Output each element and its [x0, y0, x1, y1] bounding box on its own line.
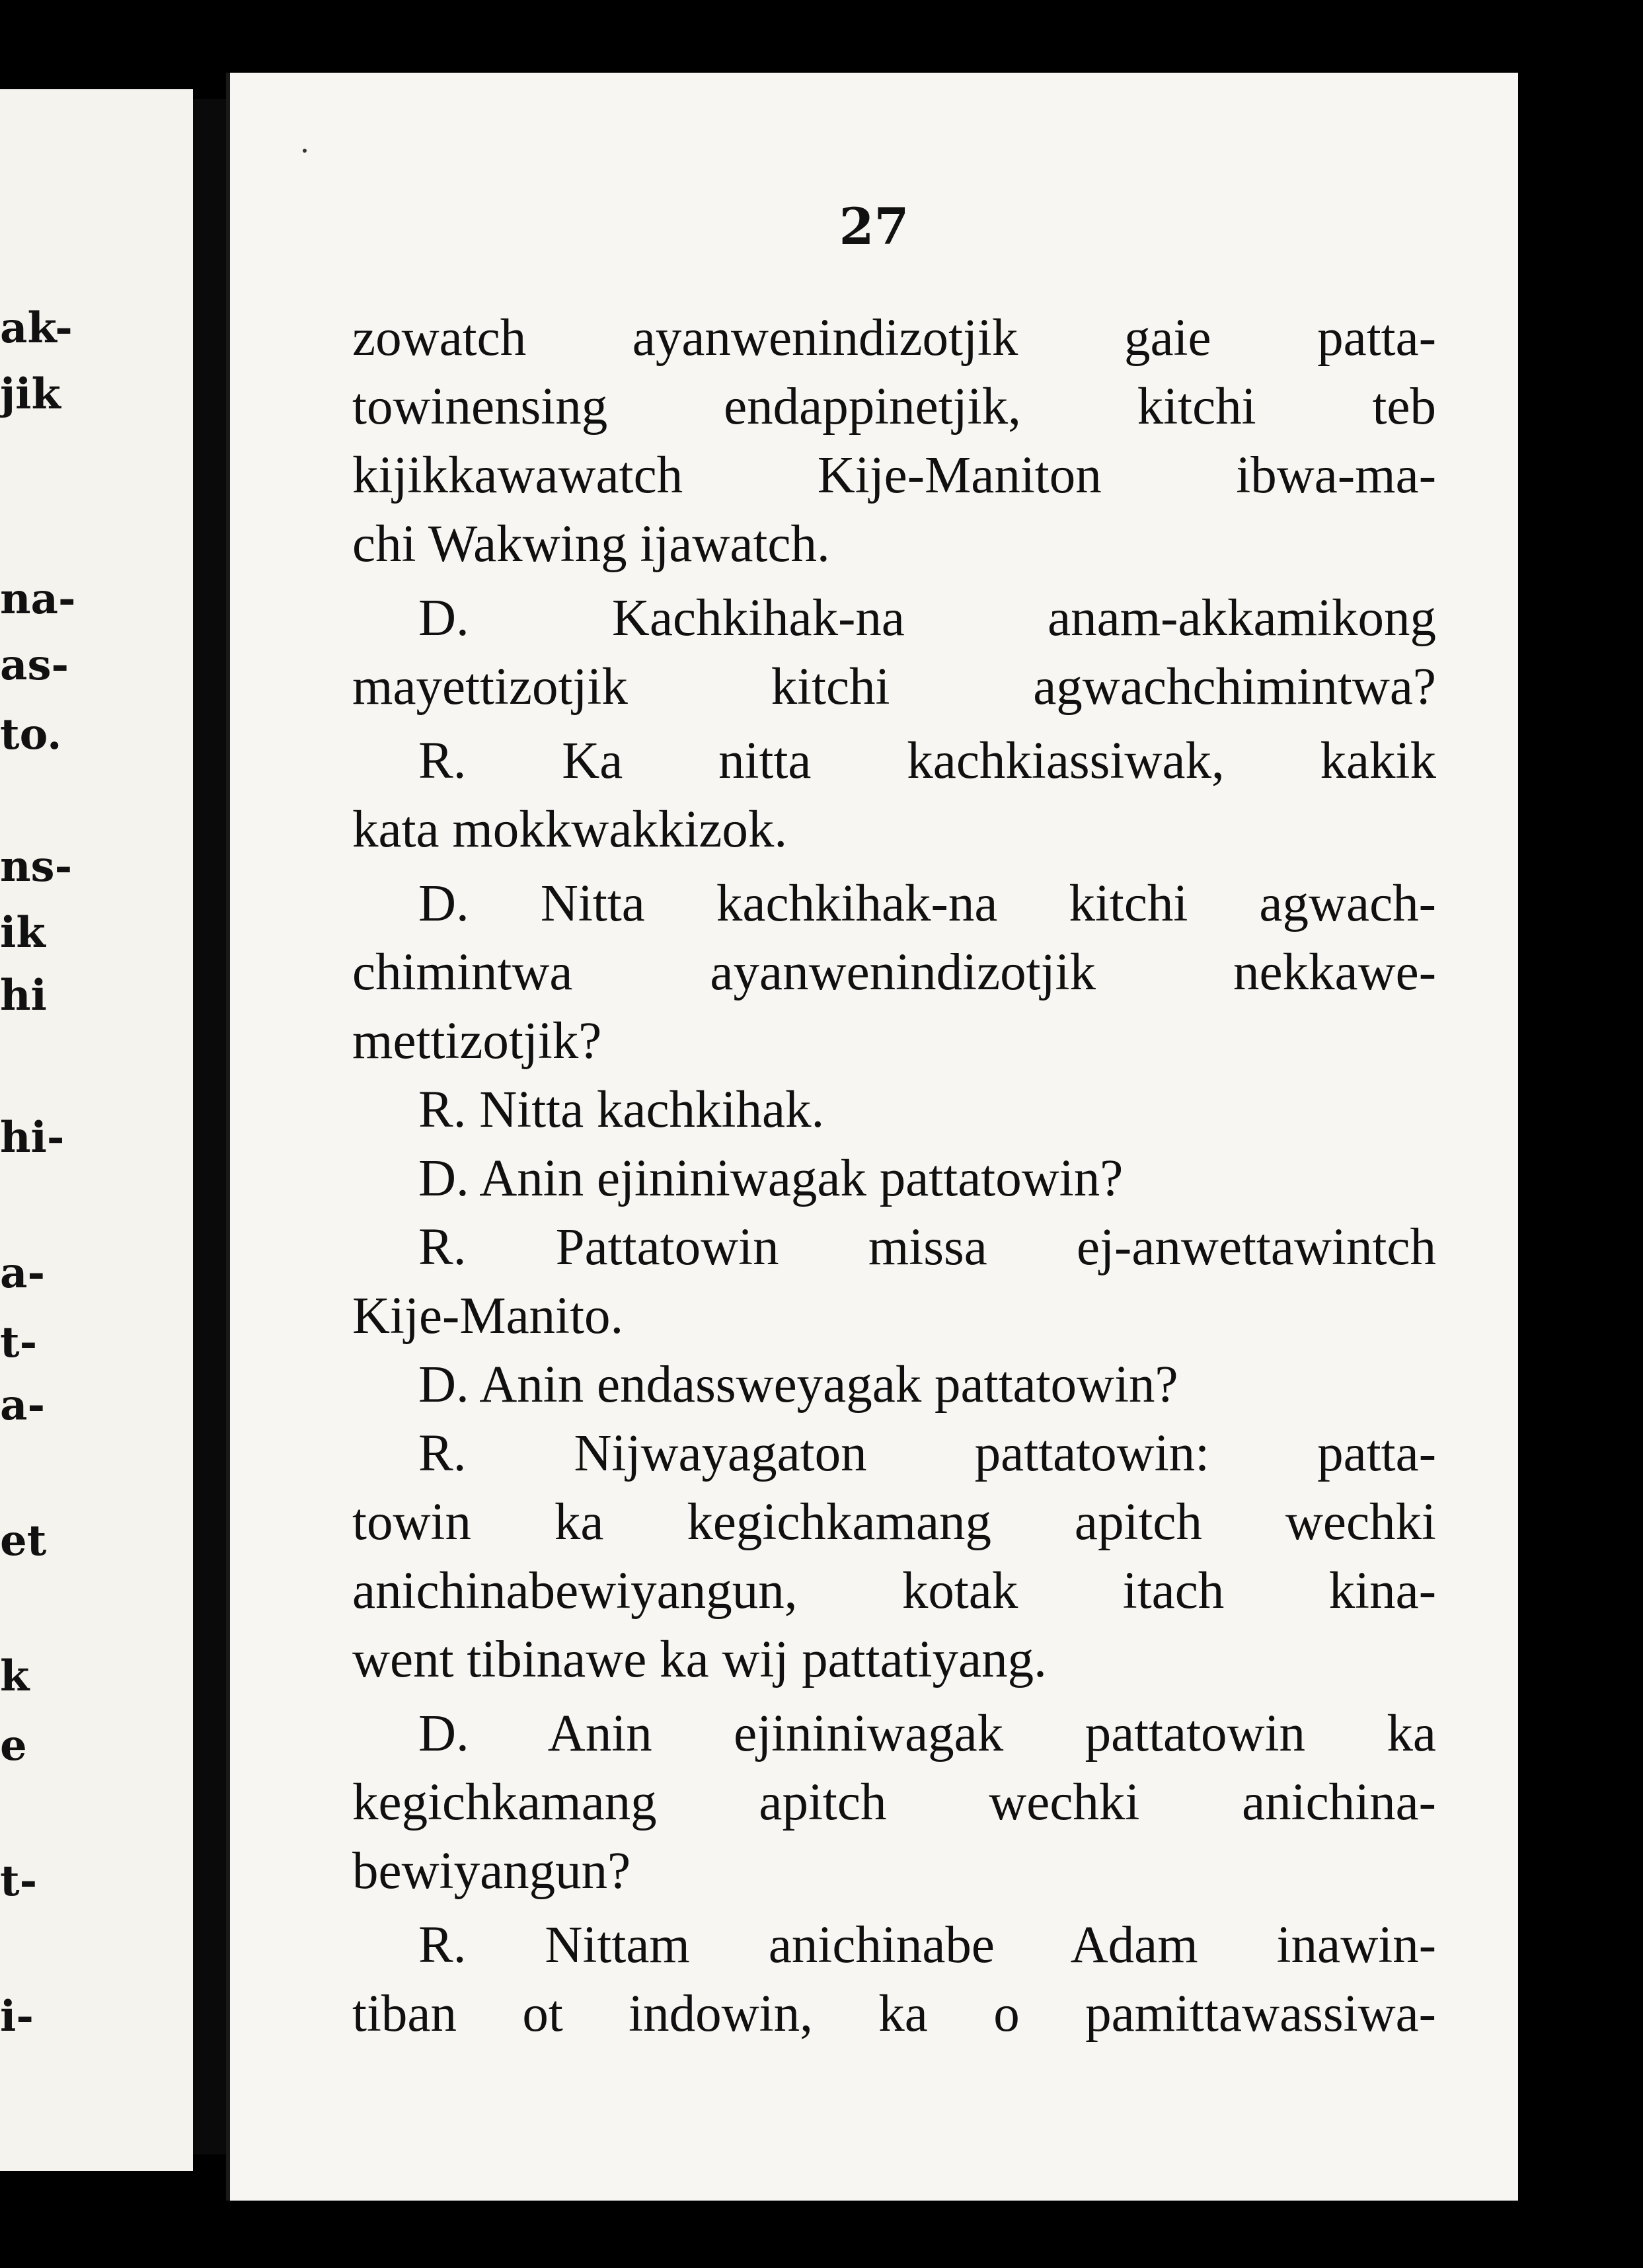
question-paragraph — [352, 1700, 1436, 1906]
question-paragraph — [352, 1351, 1436, 1419]
paper-speck — [303, 149, 307, 153]
answer-paragraph — [352, 727, 1436, 864]
text-line: towinensing endappinetjik, kitchi teb — [352, 378, 1436, 435]
text-line: went tibinawe ka wij pattatiyang. — [352, 1631, 1047, 1688]
facing-page-fragment: na- — [0, 574, 76, 624]
page-text — [352, 304, 1436, 2049]
question-paragraph — [352, 584, 1436, 722]
facing-page-fragment: as- — [0, 640, 69, 690]
text-line: Kije-Manito. — [352, 1287, 624, 1345]
text-line: anichinabewiyangun, kotak itach kina- — [352, 1562, 1436, 1620]
facing-page-fragment: t- — [0, 1318, 38, 1367]
answer-paragraph — [352, 1911, 1436, 2049]
facing-page-fragment: hi — [0, 971, 47, 1020]
text-line: R. Nitta kachkihak. — [418, 1081, 825, 1139]
text-line: bewiyangun? — [352, 1842, 631, 1900]
text-line: D. Anin endassweyagak pattatowin? — [418, 1356, 1178, 1414]
text-line: D. Anin ejininiwagak pattatowin ka — [418, 1705, 1436, 1762]
facing-page-fragment: ns- — [0, 842, 73, 891]
text-line: zowatch ayanwenindizotjik gaie patta- — [352, 309, 1436, 367]
facing-page-fragment: jik — [0, 369, 61, 419]
text-line: R. Pattatowin missa ej-anwettawintch — [418, 1219, 1436, 1276]
text-line: mayettizotjik kitchi agwachchimintwa? — [352, 658, 1436, 716]
text-line: R. Nittam anichinabe Adam inawin- — [418, 1916, 1436, 1974]
answer-paragraph — [352, 1076, 1436, 1145]
facing-page-fragment: et — [0, 1516, 47, 1566]
facing-page-fragment: hi- — [0, 1113, 65, 1162]
facing-page-fragment: a- — [0, 1248, 46, 1298]
facing-page-fragment: ik — [0, 908, 46, 958]
text-line: D. Anin ejininiwagak pattatowin? — [418, 1150, 1124, 1207]
text-line: D. Nitta kachkihak-na kitchi agwach- — [418, 875, 1436, 932]
question-paragraph — [352, 870, 1436, 1076]
text-line: kata mokkwakkizok. — [352, 801, 788, 858]
facing-page-fragment: t- — [0, 1856, 38, 1906]
text-line: mettizotjik? — [352, 1012, 602, 1070]
main-page — [226, 73, 1518, 2201]
facing-page-fragment: a- — [0, 1380, 46, 1430]
book-gutter — [193, 99, 226, 2154]
paragraph — [352, 304, 1436, 579]
text-line: chimintwa ayanwenindizotjik nekkawe- — [352, 944, 1436, 1001]
text-line: kegichkamang apitch wechki anichina- — [352, 1774, 1436, 1831]
facing-page-fragment: k — [0, 1651, 30, 1701]
answer-paragraph — [352, 1213, 1436, 1351]
text-line: towin ka kegichkamang apitch wechki — [352, 1493, 1436, 1551]
facing-page-fragment: ak- — [0, 303, 73, 353]
text-line: R. Nijwayagaton pattatowin: patta- — [418, 1425, 1436, 1482]
facing-page-fragment: i- — [0, 1992, 34, 2041]
text-line: tiban ot indowin, ka o pamittawassiwa- — [352, 1985, 1436, 2043]
question-paragraph — [352, 1145, 1436, 1213]
answer-paragraph — [352, 1419, 1436, 1694]
text-line: D. Kachkihak-na anam-akkamikong — [418, 589, 1436, 647]
facing-page-fragment: to. — [0, 710, 62, 759]
text-line: R. Ka nitta kachkiassiwak, kakik — [418, 732, 1436, 790]
text-line: chi Wakwing ijawatch. — [352, 515, 830, 573]
page-number: 27 — [839, 197, 909, 256]
text-line: kijikkawawatch Kije-Maniton ibwa-ma- — [352, 447, 1436, 504]
facing-page-fragment: e — [0, 1721, 27, 1770]
facing-page — [0, 89, 193, 2171]
